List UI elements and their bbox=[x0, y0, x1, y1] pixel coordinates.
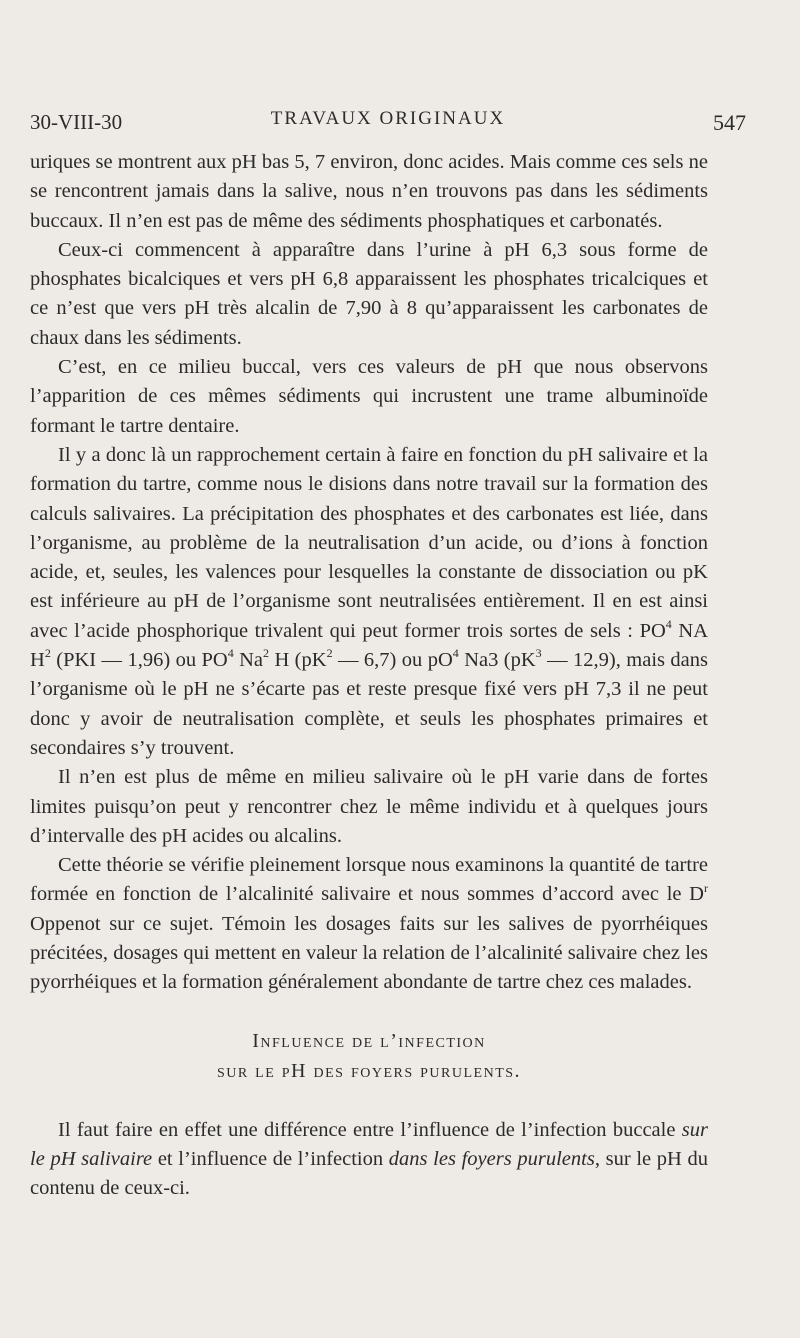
p7-text-c: et l’influence de l’infection bbox=[152, 1147, 389, 1170]
section-title-line-1: Influence de l’infection bbox=[252, 1029, 486, 1052]
paragraph-7 bbox=[30, 1116, 708, 1204]
p7-italic-1: sur le pH salivaire bbox=[30, 1118, 708, 1170]
p6-text-b: Oppenot sur ce sujet. Témoin les dosages faits sur les salives de pyorrhéiques précitées, dosages qui mettent en valeur la relation de l’alcalinité salivaire chez les pyorrhéiques et la formation généralement abondante de tartre chez ces malades. bbox=[30, 912, 708, 994]
header-title: TRAVAUX ORIGINAUX bbox=[270, 108, 506, 129]
paragraph-5: Il n’en est plus de même en milieu salivaire où le pH varie dans de fortes limites puisqu’on peut y rencontrer chez le même individu et à quelques jours d’intervalle des pH acides ou alcalins. bbox=[30, 766, 708, 847]
sup-3: 3 bbox=[535, 646, 542, 661]
p4-text-e: H (pK bbox=[269, 649, 327, 672]
header-date: 30-VIII-30 bbox=[30, 110, 123, 134]
paragraph-1: uriques se montrent aux pH bas 5, 7 environ, donc acides. Mais comme ces sels ne se rencontrent jamais dans la salive, nous n’en trouvons pas dans les sédiments buccaux. Il n’en est pas de même des sédiments phosphatiques et carbonatés. bbox=[30, 151, 708, 232]
p4-text-g: Na3 (pK bbox=[458, 649, 536, 672]
p4-text-c: (PKI — 1,96) ou PO bbox=[50, 649, 228, 672]
sup-2c: 2 bbox=[326, 646, 333, 661]
sup-4c: 4 bbox=[452, 646, 459, 661]
p7-italic-2: dans les foyers purulents bbox=[388, 1147, 595, 1170]
p4-text-d: Na bbox=[233, 649, 264, 672]
sup-2a: 2 bbox=[44, 646, 51, 661]
paragraph-3: C’est, en ce milieu buccal, vers ces valeurs de pH que nous observons l’apparition de ces mêmes sédiments qui incrustent une trame albuminoïde formant le tartre dentaire. bbox=[30, 356, 708, 437]
paragraph-4 bbox=[30, 441, 708, 763]
sup-r: r bbox=[704, 880, 708, 895]
p6-text-a: Cette théorie se vérifie pleinement lorsque nous examinons la quantité de tartre formée en fonction de l’alcalinité salivaire et nous sommes d’accord avec le D bbox=[30, 854, 708, 906]
p4-text-b: NA H bbox=[30, 619, 708, 672]
paragraph-6 bbox=[30, 851, 708, 997]
page-number: 547 bbox=[713, 110, 746, 135]
sup-4b: 4 bbox=[227, 646, 234, 661]
article-body bbox=[30, 148, 708, 1204]
p7-text-e: , sur le pH du contenu de ceux-ci. bbox=[30, 1147, 708, 1200]
p4-text-f: — 6,7) ou pO bbox=[332, 649, 453, 672]
sup-2b: 2 bbox=[263, 646, 270, 661]
sup-4a: 4 bbox=[665, 616, 672, 631]
section-title-line-2: sur le pH des foyers purulents. bbox=[216, 1059, 522, 1082]
paragraph-2: Ceux-ci commencent à apparaître dans l’urine à pH 6,3 sous forme de phosphates bicalciques et vers pH 6,8 apparaissent les phosphates tricalciques et ce n’est que vers pH très alcalin de 7,90 à 8 qu’apparaissent les carbonates de chaux dans les sédiments. bbox=[30, 238, 708, 349]
p4-text-a: Il y a donc là un rapprochement certain à faire en fonction du pH salivaire et la formation du tartre, comme nous le disions dans notre travail sur la formation des calculs salivaires. La précipitation des phosphates et des carbonates est liée, dans l’organisme, au problème de la neutralisation d’un acide, ou d’ions à fonction acide, et, seules, les valences pour lesquelles la constante de dissociation ou pK est inférieure au pH de l’organisme sont neutralisées entièrement. Il en est ainsi avec l’acide phosphorique trivalent qui peut former trois sortes de sels : PO bbox=[30, 443, 708, 642]
running-head bbox=[30, 106, 746, 136]
p4-text-h: — 12,9), mais dans l’organisme où le pH ne s’écarte pas et reste presque fixé vers pH 7,3 il ne peut donc y avoir de neutralisation complète, et seuls les phosphates primaires et secondaires s’y trouvent. bbox=[30, 649, 708, 759]
p7-text-a: Il faut faire en effet une différence entre l’influence de l’infection buccale bbox=[58, 1118, 682, 1141]
